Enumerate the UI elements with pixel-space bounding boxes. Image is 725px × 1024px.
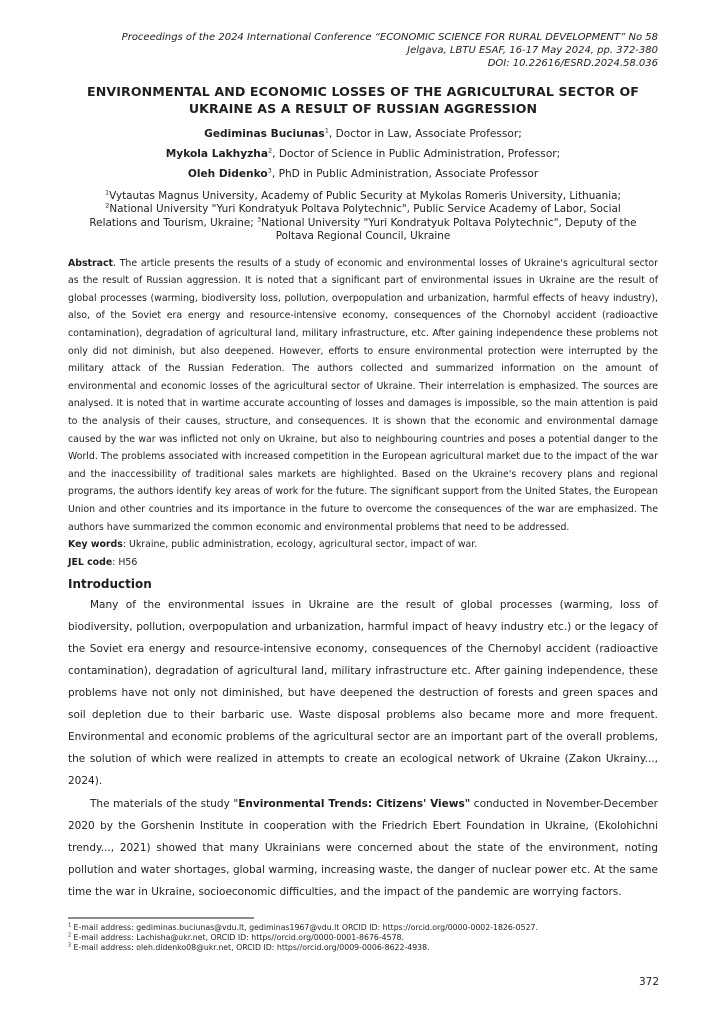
affiliations-block: [89, 190, 637, 244]
author-credentials: , Doctor of Science in Public Administration, Professor;: [272, 148, 561, 160]
footnote-marker: 2: [68, 933, 72, 939]
footnote: [68, 933, 658, 943]
footnote-separator: [68, 917, 254, 919]
jel-text: : H56: [112, 556, 138, 568]
paper-title: ENVIRONMENTAL AND ECONOMIC LOSSES OF THE AGRICULTURAL SECTOR OF UKRAINE AS A RESULT OF RUSSIAN AGGRESSION: [87, 84, 639, 116]
abstract-label: Abstract: [68, 257, 114, 269]
author-name: Gediminas Buciunas: [204, 128, 325, 140]
footnote-text: E-mail address: oleh.didenko08@ukr.net, ORCID ID: https//orcid.org/0009-0006-8622-4938.: [71, 943, 430, 952]
header-venue-line: Jelgava, LBTU ESAF, 16-17 May 2024, pp. 372-380: [407, 45, 658, 56]
section-heading-introduction: Introduction: [68, 577, 152, 592]
affiliation-text: National University "Yuri Kondratyuk Poltava Polytechnic", Public Service Academy of Labor, Social Relations and Tourism, Ukraine;: [89, 203, 621, 229]
author-line: [68, 124, 658, 144]
paragraph-text: The materials of the study ": [90, 798, 239, 811]
author-line: [68, 164, 658, 184]
author-footnote-marker: 1: [324, 126, 329, 135]
affiliation-text: National University "Yuri Kondratyuk Poltava Polytechnic", Deputy of the Poltava Regional Council, Ukraine: [261, 216, 637, 243]
footnote-marker: 3: [68, 943, 72, 949]
header-doi-line: DOI: 10.22616/ESRD.2024.58.036: [487, 58, 658, 69]
affiliation-marker: 2: [105, 201, 110, 210]
footnote-text: E-mail address: gediminas.buciunas@vdu.lt, gediminas1967@vdu.lt ORCID ID: https://orcid.org/0000-0002-1826-0527.: [71, 923, 538, 932]
author-credentials: , PhD in Public Administration, Associate Professor: [271, 168, 539, 180]
author-name: Oleh Didenko: [187, 168, 268, 180]
affiliation-text: Vytautas Magnus University, Academy of Public Security at Mykolas Romeris University, Lithuania;: [109, 190, 621, 202]
abstract-paragraph: [68, 255, 658, 537]
author-footnote-marker: 3: [267, 166, 272, 175]
jel-code-line: [68, 554, 658, 572]
keywords-text: : Ukraine, public administration, ecology, agricultural sector, impact of war.: [122, 539, 478, 551]
jel-label: JEL code: [68, 556, 113, 568]
paragraph-text: conducted in November-December 2020 by the Gorshenin Institute in cooperation with the Friedrich Ebert Foundation in Ukraine, (Ekolohichni trendy..., 2021) showed that many Ukrainians were concerned about the state of the environment, noting pollution and water shortages, global warming, increasing waste, the danger of nuclear power etc. At the same time the war in Ukraine, socioeconomic difficulties, and the impact of the pandemic are worrying factors.: [68, 798, 658, 899]
affiliation-marker: 3: [257, 215, 262, 224]
author-list: [68, 124, 658, 184]
abstract-text: . The article presents the results of a study of economic and environmental losses of Ukraine's agricultural sector as the result of Russian aggression. It is noted that a significant part of environmental issues in Ukraine are the result of global processes (warming, biodiversity loss, pollution, overpopulation and urbanization, harmful effects of heavy industry), also, of the Soviet era energy and resource-intensive economy, consequences of the Chornobyl accident (radioactive contamination), degradation of agricultural land, military infrastructure, etc. After gaining independence these problems not only did not diminish, but also deepened. However, efforts to ensure environmental protection were interrupted by the military attack of the Russian Federation. The authors collected and summarized information on the amount of environmental and economic losses of the agricultural sector of Ukraine. Their interrelation is emphasized. The sources are analysed. It is noted that in wartime accurate accounting of losses and damages is impossible, so the main attention is paid to the analysis of their causes, structure, and consequences. It is shown that the economic and environmental damage caused by the war was inflicted not only on Ukraine, but also to neighbouring countries and poses a potential danger to the World. The problems associated with increased competition in the European agricultural market due to the impact of the war and the inaccessibility of traditional sales markets are highlighted. Based on the Ukraine's recovery plans and regional programs, the authors identify key areas of work for the future. The significant support from the United States, the European Union and other countries and its importance in the future to overcome the consequences of the war are emphasized. The authors have summarized the common economic and environmental problems that need to be addressed.: [68, 257, 658, 533]
page-number: 372: [638, 976, 659, 988]
study-title-emphasis: Environmental Trends: Citizens' Views": [238, 798, 471, 811]
keywords-line: [68, 536, 658, 554]
author-footnote-marker: 2: [267, 146, 273, 155]
footnotes-block: [68, 917, 658, 953]
introduction-paragraph-1: Many of the environmental issues in Ukraine are the result of global processes (warming, loss of biodiversity, pollution, overpopulation and urbanization, harmful impact of heavy industry etc.) or the legacy of the Soviet era energy and resource-intensive economy, consequences of the Chernobyl accident (radioactive contamination), degradation of agricultural land, military infrastructure etc. After gaining independence, these problems have not only not diminished, but have deepened the destruction of forests and green spaces and soil depletion due to their barbaric use. Waste disposal problems also became more and more frequent. Environmental and economic problems of the agricultural sector are an important part of the overall problems, the solution of which were realized in attempts to create an ecological network of Ukraine (Zakon Ukrainy..., 2024).: [68, 599, 658, 788]
header-conference-line: Proceedings of the 2024 International Conference “ECONOMIC SCIENCE FOR RURAL DEVELOPMENT” No 58: [121, 32, 658, 43]
footnote: [68, 943, 658, 953]
introduction-paragraph-2: [68, 793, 658, 903]
author-credentials: , Doctor in Law, Associate Professor;: [328, 128, 522, 140]
author-name: Mykola Lakhyzha: [165, 148, 268, 160]
keywords-label: Key words: [68, 539, 123, 551]
footnote-marker: 1: [68, 923, 72, 929]
footnote: [68, 923, 658, 933]
affiliation-marker: 1: [105, 188, 110, 197]
author-line: [68, 144, 658, 164]
footnote-text: E-mail address: Lachisha@ukr.net, ORCID ID: https//orcid.org/0000-0001-8676-4578.: [71, 933, 404, 942]
running-header: [68, 31, 658, 70]
